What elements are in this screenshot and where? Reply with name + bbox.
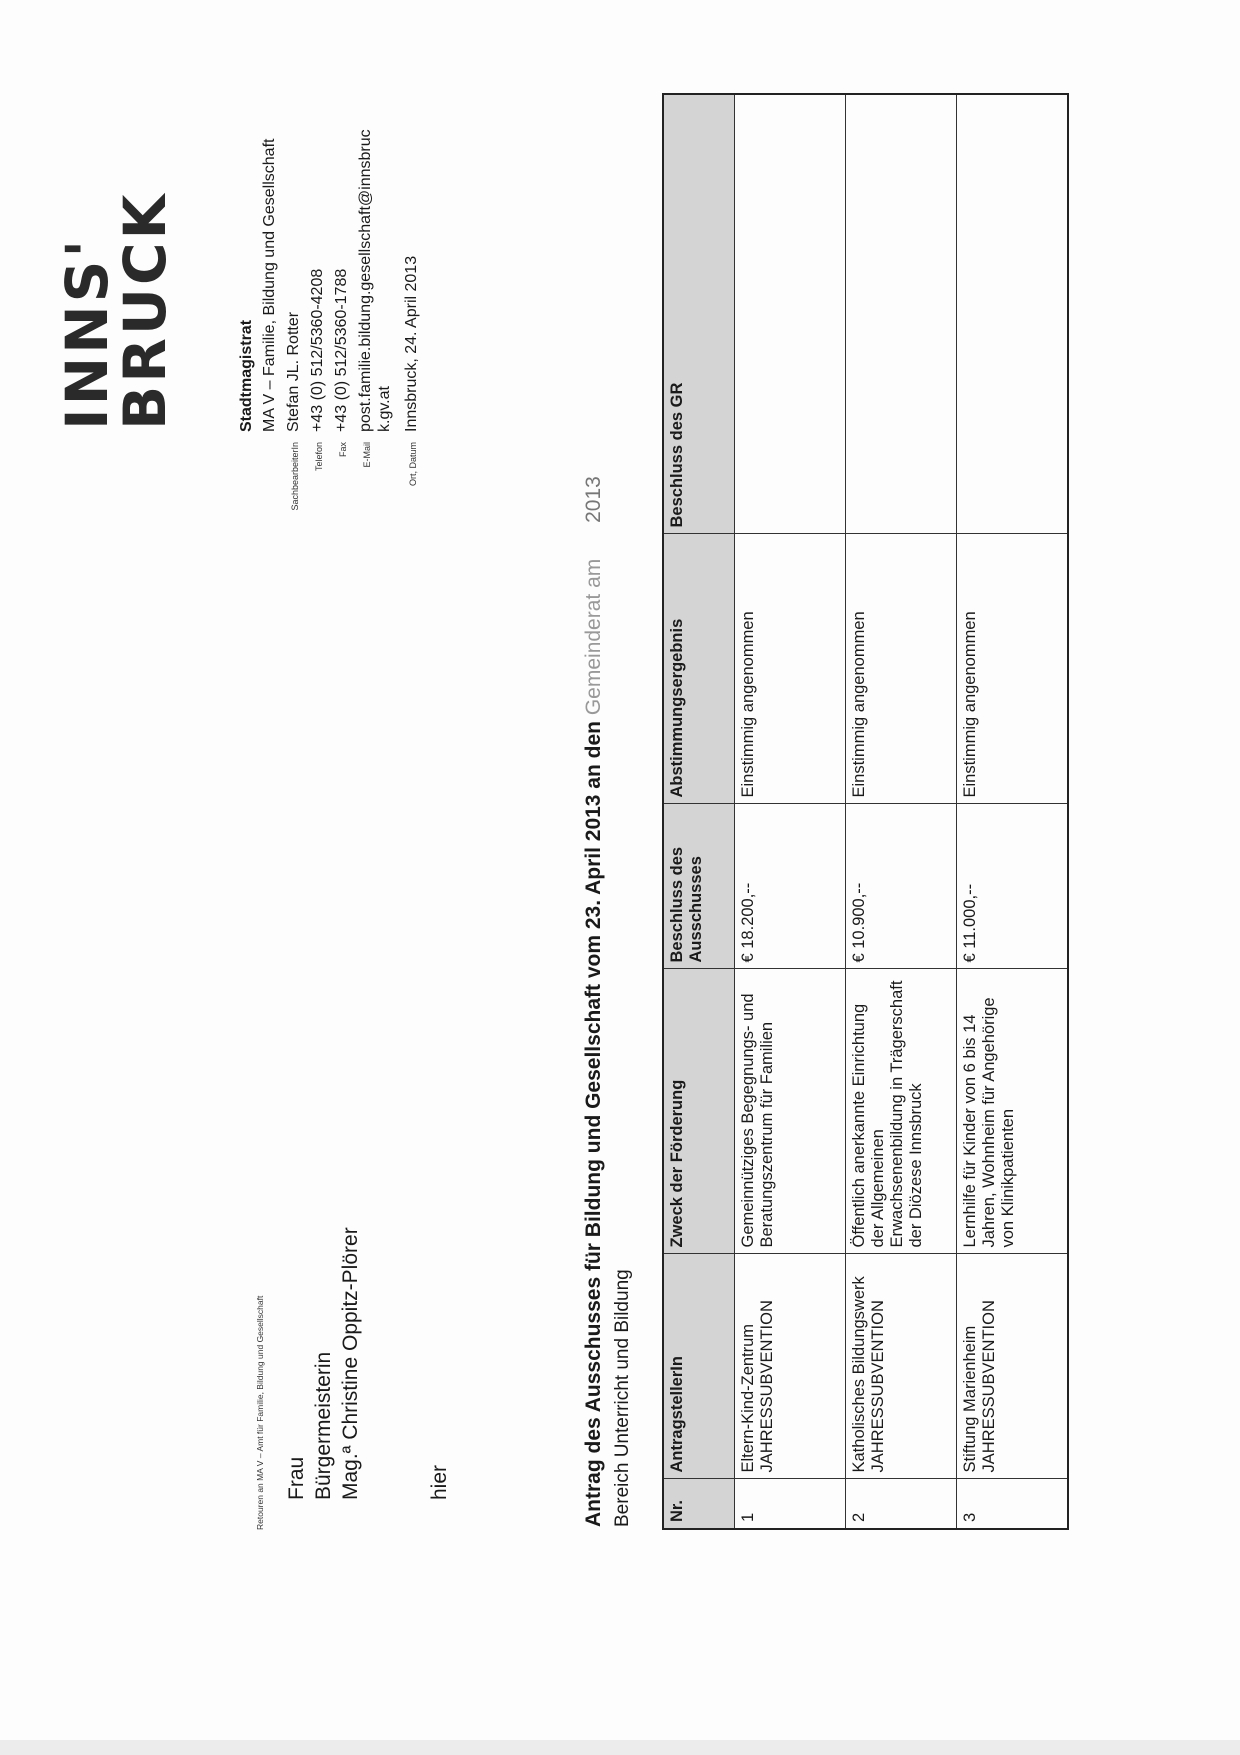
recipient-location: hier: [428, 1464, 451, 1500]
sender-value: +43 (0) 512/5360-1788: [333, 268, 350, 432]
logo-line-1: INNS': [53, 236, 121, 430]
cell-nr: 3: [957, 1479, 1069, 1529]
recipient-salutation: Frau: [285, 1456, 308, 1500]
sender-row: [308, 0, 327, 530]
recipient-address: [283, 1227, 364, 1500]
header-purpose: Zweck der Förderung: [663, 969, 735, 1254]
sender-dept: MA V – Familie, Bildung und Gesellschaft: [261, 138, 278, 432]
sender-label: Ort, Datum: [408, 442, 418, 487]
document-subtitle: Bereich Unterricht und Bildung: [612, 1269, 633, 1527]
header-applicant: AntragstellerIn: [663, 1254, 735, 1479]
cell-vote: Einstimmig angenommen: [957, 534, 1069, 804]
title-faded: Gemeinderat am: [582, 558, 605, 716]
header-gr-decision: Beschluss des GR: [663, 94, 735, 534]
cell-nr: 2: [846, 1479, 957, 1529]
sender-email-cont: k.gv.at: [376, 386, 393, 432]
cell-nr: 1: [735, 1479, 846, 1529]
sender-date: Innsbruck, 24. April 2013: [403, 255, 420, 432]
sender-row: [375, 0, 394, 530]
sender-org: Stadtmagistrat: [238, 319, 255, 432]
sender-value: Stefan JL. Rotter: [285, 311, 302, 432]
document-title: [582, 476, 606, 1527]
sender-info: [238, 0, 426, 530]
innsbruck-logo: [53, 191, 179, 430]
sender-row: [284, 0, 303, 530]
title-year: 2013: [582, 476, 605, 523]
sender-row: [332, 0, 351, 530]
cell-applicant: Eltern-Kind-Zentrum JAHRESSUBVENTION: [735, 1254, 846, 1479]
cell-applicant: Stiftung Marienheim JAHRESSUBVENTION: [957, 1254, 1069, 1479]
header-vote-result: Abstimmungsergebnis: [663, 534, 735, 804]
sender-row: [402, 0, 421, 530]
subsidy-table: [662, 93, 1069, 1530]
table-row: [957, 94, 1069, 1529]
cell-vote: Einstimmig angenommen: [846, 534, 957, 804]
logo-line-2: BRUCK: [111, 191, 179, 430]
sender-label: Fax: [338, 442, 348, 458]
cell-amount: € 10.900,--: [846, 804, 957, 969]
recipient-title: Bürgermeisterin: [312, 1351, 335, 1500]
title-main: Antrag des Ausschusses für Bildung und Gesellschaft vom 23. April 2013 an den: [582, 721, 605, 1527]
cell-vote: Einstimmig angenommen: [735, 534, 846, 804]
cell-gr: [735, 94, 846, 534]
recipient-name: Mag.ª Christine Oppitz-Plörer: [339, 1227, 362, 1500]
sender-label: Telefon: [314, 442, 324, 472]
sender-email: post.familie.bildung.gesellschaft@innsbruc: [357, 129, 374, 432]
sender-row: [356, 0, 375, 530]
cell-applicant: Katholisches Bildungswerk JAHRESSUBVENTION: [846, 1254, 957, 1479]
cell-purpose: Öffentlich anerkannte Einrichtung der Allgemeinen Erwachsenenbildung in Trägerschaft der Diözese Innsbruck: [846, 969, 957, 1254]
sender-label: E-Mail: [362, 442, 372, 468]
header-nr: Nr.: [663, 1479, 735, 1529]
table-row: [846, 94, 957, 1529]
table-header-row: [663, 94, 735, 1529]
cell-purpose: Lernhilfe für Kinder von 6 bis 14 Jahren, Wohnheim für Angehörige von Klinikpatienten: [957, 969, 1069, 1254]
cell-purpose: Gemeinnütziges Begegnungs- und Beratungszentrum für Familien: [735, 969, 846, 1254]
header-committee-decision: Beschluss des Ausschusses: [663, 804, 735, 969]
sender-value: +43 (0) 512/5360-4208: [309, 268, 326, 432]
cell-amount: € 11.000,--: [957, 804, 1069, 969]
cell-gr: [846, 94, 957, 534]
return-address: Retouren an MA V – Amt für Familie, Bildung und Gesellschaft: [255, 1295, 265, 1530]
sender-label: SachbearbeiterIn: [290, 442, 300, 511]
cell-amount: € 18.200,--: [735, 804, 846, 969]
cell-gr: [957, 94, 1069, 534]
table-row: [735, 94, 846, 1529]
